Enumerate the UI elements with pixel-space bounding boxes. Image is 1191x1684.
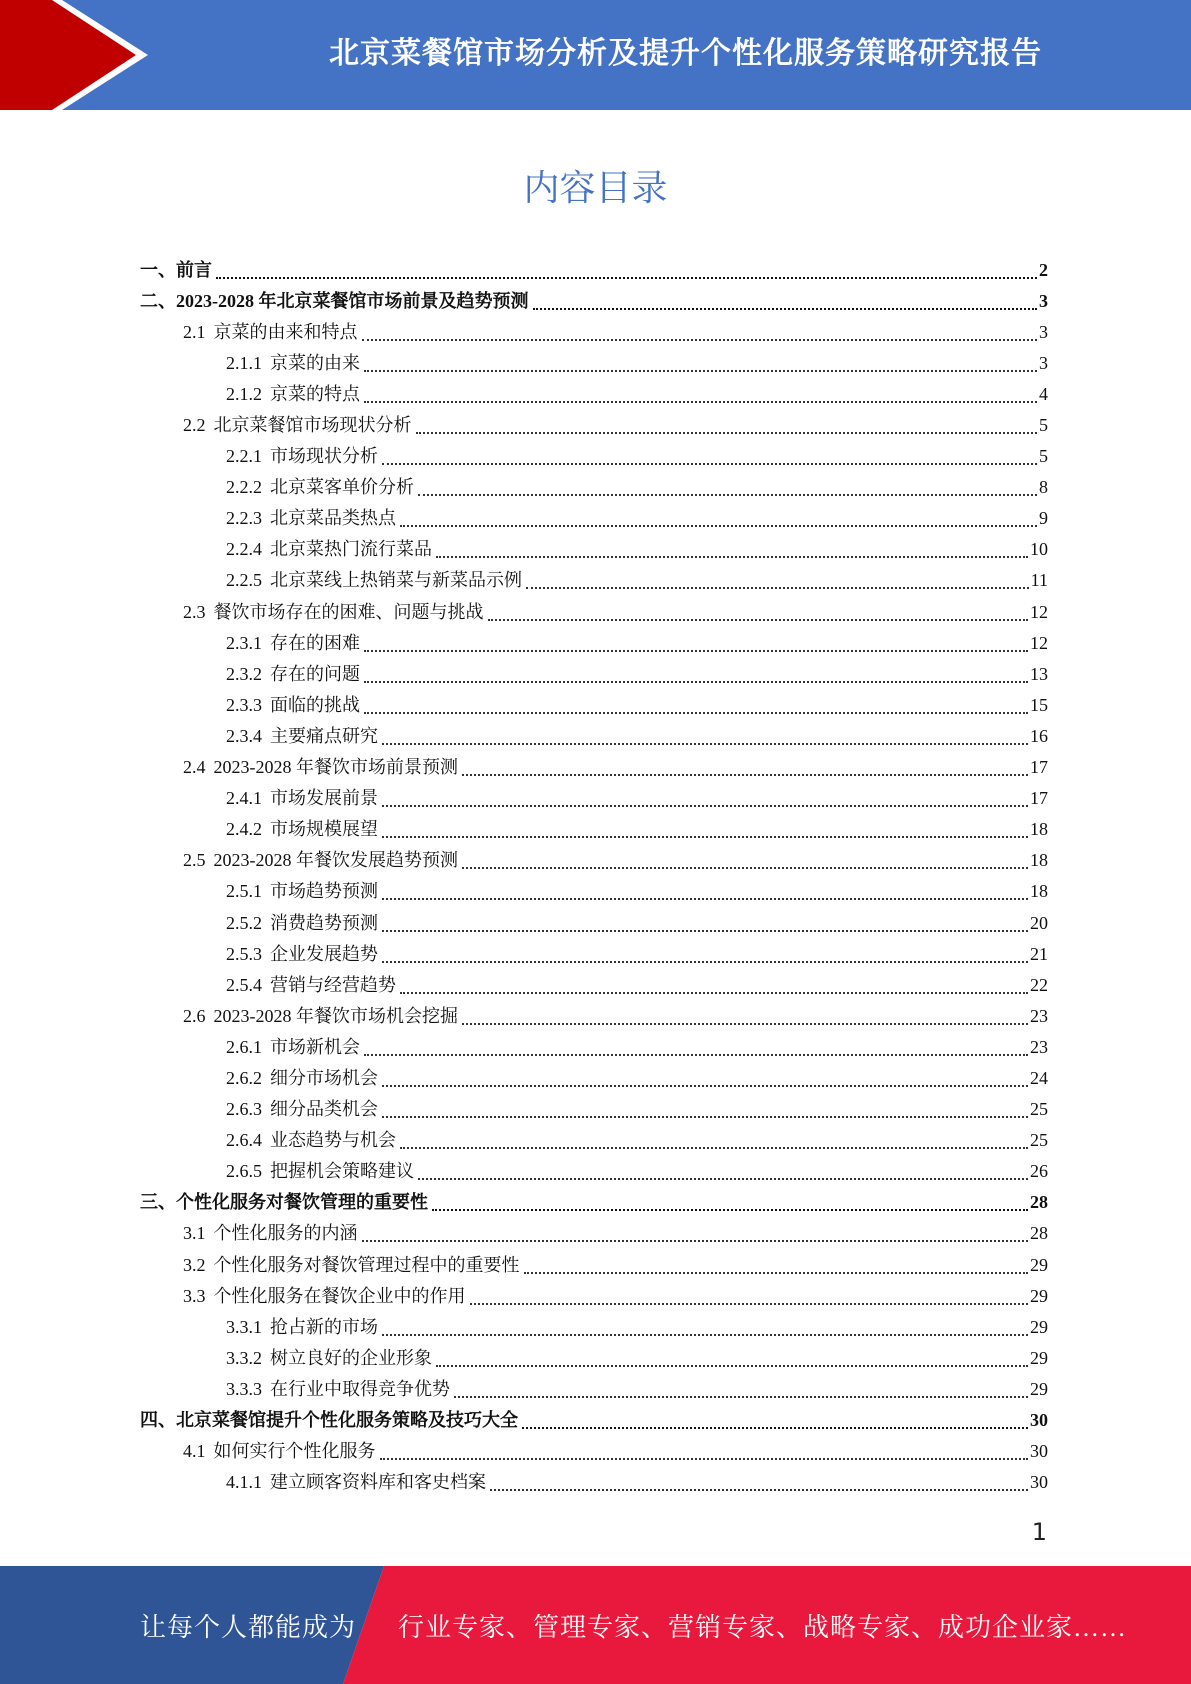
toc-entry-label (226, 1472, 486, 1492)
dot-leader (533, 308, 1038, 310)
toc-entry-label (226, 944, 378, 964)
toc-entry[interactable] (140, 503, 1048, 534)
toc-entry-number: 2.2.4 (226, 539, 262, 560)
toc-entry-page: 28 (1030, 1223, 1048, 1244)
toc-entry-label (226, 913, 378, 933)
toc-entry-text: 存在的困难 (270, 632, 360, 653)
toc-entry-page: 29 (1030, 1285, 1048, 1306)
toc-entry-page: 29 (1030, 1316, 1048, 1337)
toc-entry[interactable] (140, 534, 1048, 565)
toc-entry-page: 17 (1030, 757, 1048, 778)
dot-leader (418, 1178, 1028, 1180)
toc-entry-text: 存在的问题 (270, 663, 360, 684)
toc-entry-page: 8 (1039, 477, 1048, 498)
toc-entry[interactable] (140, 720, 1048, 751)
toc-entry-label (226, 1130, 396, 1150)
toc-entry[interactable] (140, 1436, 1048, 1467)
toc-entry-label (226, 819, 378, 839)
toc-entry-label (226, 788, 378, 808)
toc-entry-text: 北京菜餐馆提升个性化服务策略及技巧大全 (176, 1410, 518, 1431)
toc-entry[interactable] (140, 1000, 1048, 1031)
toc-entry-number: 三、 (140, 1192, 176, 1213)
toc-entry[interactable] (140, 1311, 1048, 1342)
toc-entry-page: 23 (1030, 1005, 1048, 1026)
toc-entry-page: 26 (1030, 1161, 1048, 1182)
toc-entry-text: 餐饮市场存在的困难、问题与挑战 (213, 601, 484, 622)
toc-entry-page: 4 (1039, 383, 1048, 404)
toc-entry-label (226, 1317, 378, 1337)
dot-leader (524, 1272, 1029, 1274)
dot-leader (470, 1303, 1029, 1305)
dot-leader (400, 1147, 1028, 1149)
dot-leader (382, 743, 1028, 745)
toc-entry[interactable] (140, 876, 1048, 907)
toc-entry[interactable] (140, 938, 1048, 969)
toc-entry[interactable] (140, 783, 1048, 814)
toc-entry-label (226, 446, 378, 466)
toc-entry-text: 2023-2028 年餐饮市场前景预测 (213, 757, 458, 778)
dot-leader (382, 463, 1037, 465)
toc-entry-text: 市场发展前景 (270, 788, 378, 809)
toc-entry[interactable] (140, 1125, 1048, 1156)
toc-entry-page: 5 (1039, 415, 1048, 436)
page-number: 1 (1031, 1518, 1047, 1546)
toc-entry-page: 18 (1030, 850, 1048, 871)
toc-entry-page: 16 (1030, 725, 1048, 746)
dot-leader (436, 556, 1028, 558)
toc-entry-page: 12 (1030, 601, 1048, 622)
toc-entry-text: 市场规模展望 (270, 819, 378, 840)
dot-leader (216, 277, 1037, 279)
toc-entry[interactable] (140, 472, 1048, 503)
toc-entry-number: 3.3.1 (226, 1316, 262, 1337)
toc-entry-text: 营销与经营趋势 (270, 974, 396, 995)
toc-entry-text: 如何实行个性化服务 (213, 1441, 376, 1462)
toc-entry-text: 2023-2028 年北京菜餐馆市场前景及趋势预测 (176, 290, 529, 311)
toc-entry-text: 北京菜线上热销菜与新菜品示例 (270, 570, 522, 591)
toc-entry-number: 3.3.2 (226, 1347, 262, 1368)
toc-entry-number: 2.5.2 (226, 912, 262, 933)
toc-entry-number: 四、 (140, 1410, 176, 1431)
toc-entry-page: 17 (1030, 788, 1048, 809)
toc-entry-number: 2.5.4 (226, 974, 262, 995)
toc-entry-number: 2.3.4 (226, 725, 262, 746)
toc-entry[interactable] (140, 1031, 1048, 1062)
toc-entry-label (183, 1286, 466, 1306)
toc-entry-number: 二、 (140, 290, 176, 311)
table-of-contents (140, 254, 1048, 1498)
toc-entry-number: 2.5 (183, 850, 206, 871)
toc-entry-number: 2.2.5 (226, 570, 262, 591)
toc-entry-page: 20 (1030, 912, 1048, 933)
toc-entry-label (183, 1441, 376, 1461)
dot-leader (462, 774, 1028, 776)
toc-entry-number: 2.6.4 (226, 1130, 262, 1151)
toc-entry-label (226, 1099, 378, 1119)
dot-leader (416, 432, 1038, 434)
toc-entry[interactable] (140, 969, 1048, 1000)
toc-entry-number: 2.2.3 (226, 508, 262, 529)
toc-entry-label (226, 881, 378, 901)
toc-entry-label (183, 322, 358, 342)
dot-leader (364, 1054, 1028, 1056)
footer-banner (0, 1566, 1191, 1684)
toc-entry-page: 3 (1039, 321, 1048, 342)
toc-entry-page: 3 (1039, 352, 1048, 373)
toc-entry[interactable] (140, 596, 1048, 627)
toc-entry-page: 15 (1030, 694, 1048, 715)
toc-entry-label (140, 260, 212, 280)
toc-entry-text: 细分市场机会 (270, 1067, 378, 1088)
toc-entry-number: 一、 (140, 259, 176, 280)
toc-entry-text: 市场现状分析 (270, 446, 378, 467)
dot-leader (382, 1085, 1028, 1087)
toc-heading: 内容目录 (523, 168, 668, 209)
toc-entry-page: 9 (1039, 508, 1048, 529)
toc-entry-text: 京菜的由来 (270, 352, 360, 373)
toc-entry-label (226, 353, 360, 373)
dot-leader (418, 494, 1037, 496)
toc-entry[interactable] (140, 1280, 1048, 1311)
toc-entry-page: 12 (1030, 632, 1048, 653)
toc-entry-label (226, 508, 396, 528)
toc-entry-label (140, 1410, 518, 1430)
toc-entry-page: 11 (1030, 570, 1048, 591)
toc-entry-label (183, 1006, 458, 1026)
toc-entry-number: 2.5.3 (226, 943, 262, 964)
toc-entry-text: 抢占新的市场 (270, 1316, 378, 1337)
toc-entry-label (226, 539, 432, 559)
toc-entry-label (226, 695, 360, 715)
toc-entry-label (183, 757, 458, 777)
toc-entry-text: 把握机会策略建议 (270, 1161, 414, 1182)
toc-entry-text: 北京菜餐馆市场现状分析 (213, 415, 412, 436)
toc-entry-text: 个性化服务的内涵 (213, 1223, 358, 1244)
toc-entry[interactable] (140, 1094, 1048, 1125)
dot-leader (462, 1023, 1028, 1025)
toc-entry[interactable] (140, 1156, 1048, 1187)
toc-entry-label (226, 664, 360, 684)
toc-entry-page: 2 (1039, 259, 1048, 280)
toc-entry-label (226, 384, 360, 404)
toc-entry-label (183, 415, 412, 435)
toc-entry-number: 3.3 (183, 1285, 206, 1306)
toc-entry[interactable] (140, 845, 1048, 876)
dot-leader (380, 1458, 1029, 1460)
toc-entry-page: 29 (1030, 1254, 1048, 1275)
toc-entry-label (183, 1223, 358, 1243)
toc-entry-label (226, 1068, 378, 1088)
toc-entry-text: 北京菜品类热点 (270, 508, 396, 529)
toc-entry-number: 2.3.2 (226, 663, 262, 684)
toc-entry-text: 个性化服务对餐饮管理过程中的重要性 (213, 1254, 520, 1275)
dot-leader (382, 1334, 1028, 1336)
toc-entry-label (226, 570, 522, 590)
toc-entry-label (226, 1379, 450, 1399)
toc-entry[interactable] (140, 1467, 1048, 1498)
toc-entry-text: 在行业中取得竞争优势 (270, 1378, 450, 1399)
toc-entry-number: 2.4 (183, 757, 206, 778)
toc-entry-number: 2.2 (183, 415, 206, 436)
toc-entry-text: 个性化服务在餐饮企业中的作用 (213, 1285, 466, 1306)
toc-entry[interactable] (140, 254, 1048, 285)
toc-entry-page: 28 (1030, 1192, 1048, 1213)
toc-entry-text: 市场趋势预测 (270, 881, 378, 902)
toc-entry-text: 树立良好的企业形象 (270, 1347, 432, 1368)
toc-entry-label (226, 477, 414, 497)
toc-entry-number: 2.6 (183, 1005, 206, 1026)
dot-leader (364, 370, 1037, 372)
toc-entry-number: 2.6.3 (226, 1099, 262, 1120)
footer-slogan-left: 让每个人都能成为 (140, 1612, 357, 1642)
footer-slogan-right: 行业专家、管理专家、营销专家、战略专家、成功企业家…… (398, 1612, 1128, 1642)
toc-entry-label (226, 1348, 432, 1368)
dot-leader (522, 1427, 1028, 1429)
toc-entry-page: 21 (1030, 943, 1048, 964)
toc-entry-text: 市场新机会 (270, 1036, 360, 1057)
toc-entry-text: 前言 (176, 259, 212, 280)
toc-entry[interactable] (140, 441, 1048, 472)
toc-entry-text: 面临的挑战 (270, 694, 360, 715)
toc-entry[interactable] (140, 316, 1048, 347)
dot-leader (382, 805, 1028, 807)
dot-leader (488, 619, 1029, 621)
dot-leader (364, 712, 1028, 714)
toc-entry[interactable] (140, 907, 1048, 938)
toc-entry-page: 5 (1039, 446, 1048, 467)
toc-entry-number: 2.1.2 (226, 383, 262, 404)
toc-entry-page: 30 (1030, 1410, 1048, 1431)
toc-entry-page: 18 (1030, 881, 1048, 902)
toc-entry-page: 25 (1030, 1130, 1048, 1151)
report-title: 北京菜餐馆市场分析及提升个性化服务策略研究报告 (329, 36, 1042, 71)
dot-leader (432, 1209, 1028, 1211)
toc-entry[interactable] (140, 347, 1048, 378)
toc-entry-text: 细分品类机会 (270, 1099, 378, 1120)
toc-entry-label (226, 1161, 414, 1181)
toc-entry[interactable] (140, 1187, 1048, 1218)
dot-leader (382, 836, 1028, 838)
toc-entry-number: 3.1 (183, 1223, 206, 1244)
toc-entry-page: 30 (1030, 1472, 1048, 1493)
dot-leader (382, 1116, 1028, 1118)
toc-entry-label (183, 602, 484, 622)
toc-entry-number: 2.6.5 (226, 1161, 262, 1182)
toc-entry-number: 2.1 (183, 321, 206, 342)
toc-entry[interactable] (140, 814, 1048, 845)
dot-leader (364, 401, 1037, 403)
toc-entry-text: 京菜的特点 (270, 383, 360, 404)
toc-entry-number: 2.1.1 (226, 352, 262, 373)
dot-leader (364, 681, 1028, 683)
toc-entry[interactable] (140, 1373, 1048, 1404)
toc-entry-number: 2.3.3 (226, 694, 262, 715)
toc-entry-number: 4.1.1 (226, 1472, 262, 1493)
toc-entry[interactable] (140, 1404, 1048, 1435)
toc-entry-label (226, 633, 360, 653)
dot-leader (382, 961, 1028, 963)
toc-entry-number: 2.6.1 (226, 1036, 262, 1057)
toc-entry-text: 2023-2028 年餐饮市场机会挖掘 (213, 1005, 458, 1026)
toc-entry-number: 4.1 (183, 1441, 206, 1462)
toc-entry-page: 3 (1039, 290, 1048, 311)
red-chevron-decoration (0, 0, 160, 110)
toc-entry-page: 18 (1030, 819, 1048, 840)
dot-leader (490, 1489, 1028, 1491)
toc-entry[interactable] (140, 627, 1048, 658)
toc-entry-number: 2.5.1 (226, 881, 262, 902)
toc-entry-page: 22 (1030, 974, 1048, 995)
toc-entry[interactable] (140, 565, 1048, 596)
toc-entry-page: 30 (1030, 1441, 1048, 1462)
toc-entry-page: 10 (1030, 539, 1048, 560)
toc-entry-page: 29 (1030, 1378, 1048, 1399)
toc-entry-label (183, 1255, 520, 1275)
toc-entry[interactable] (140, 378, 1048, 409)
dot-leader (454, 1396, 1028, 1398)
dot-leader (382, 898, 1028, 900)
toc-entry-text: 京菜的由来和特点 (213, 321, 358, 342)
dot-leader (364, 650, 1028, 652)
toc-entry[interactable] (140, 658, 1048, 689)
dot-leader (400, 525, 1037, 527)
dot-leader (436, 1365, 1028, 1367)
dot-leader (382, 930, 1028, 932)
toc-entry-number: 2.4.1 (226, 788, 262, 809)
toc-entry[interactable] (140, 1249, 1048, 1280)
toc-entry[interactable] (140, 1062, 1048, 1093)
toc-entry[interactable] (140, 1342, 1048, 1373)
dot-leader (526, 587, 1029, 589)
toc-entry-label (226, 726, 378, 746)
toc-entry-text: 建立顾客资料库和客史档案 (270, 1472, 486, 1493)
toc-entry-page: 23 (1030, 1036, 1048, 1057)
toc-entry-page: 24 (1030, 1067, 1048, 1088)
toc-entry-text: 北京菜客单价分析 (270, 477, 414, 498)
toc-entry-page: 25 (1030, 1099, 1048, 1120)
toc-entry[interactable] (140, 409, 1048, 440)
dot-leader (362, 1240, 1029, 1242)
toc-entry-number: 2.4.2 (226, 819, 262, 840)
toc-entry-number: 3.3.3 (226, 1378, 262, 1399)
toc-entry[interactable] (140, 1218, 1048, 1249)
toc-entry-page: 29 (1030, 1347, 1048, 1368)
dot-leader (400, 992, 1028, 994)
toc-entry-text: 2023-2028 年餐饮发展趋势预测 (213, 850, 458, 871)
toc-entry-label (140, 291, 529, 311)
dot-leader (362, 339, 1038, 341)
toc-entry[interactable] (140, 689, 1048, 720)
toc-entry-page: 13 (1030, 663, 1048, 684)
toc-entry[interactable] (140, 285, 1048, 316)
toc-entry-text: 主要痛点研究 (270, 725, 378, 746)
toc-entry-number: 2.3 (183, 601, 206, 622)
toc-entry-number: 2.2.2 (226, 477, 262, 498)
toc-entry-label (183, 850, 458, 870)
toc-entry-number: 2.3.1 (226, 632, 262, 653)
toc-entry-text: 北京菜热门流行菜品 (270, 539, 432, 560)
toc-entry-number: 2.2.1 (226, 446, 262, 467)
dot-leader (462, 867, 1028, 869)
toc-entry-text: 企业发展趋势 (270, 943, 378, 964)
toc-entry-label (226, 1037, 360, 1057)
toc-entry-number: 3.2 (183, 1254, 206, 1275)
toc-entry-text: 消费趋势预测 (270, 912, 378, 933)
toc-entry-label (140, 1192, 428, 1212)
toc-entry-number: 2.6.2 (226, 1067, 262, 1088)
toc-entry-label (226, 975, 396, 995)
toc-entry[interactable] (140, 752, 1048, 783)
toc-entry-text: 个性化服务对餐饮管理的重要性 (176, 1192, 428, 1213)
header-banner (0, 0, 1191, 110)
toc-entry-text: 业态趋势与机会 (270, 1130, 396, 1151)
